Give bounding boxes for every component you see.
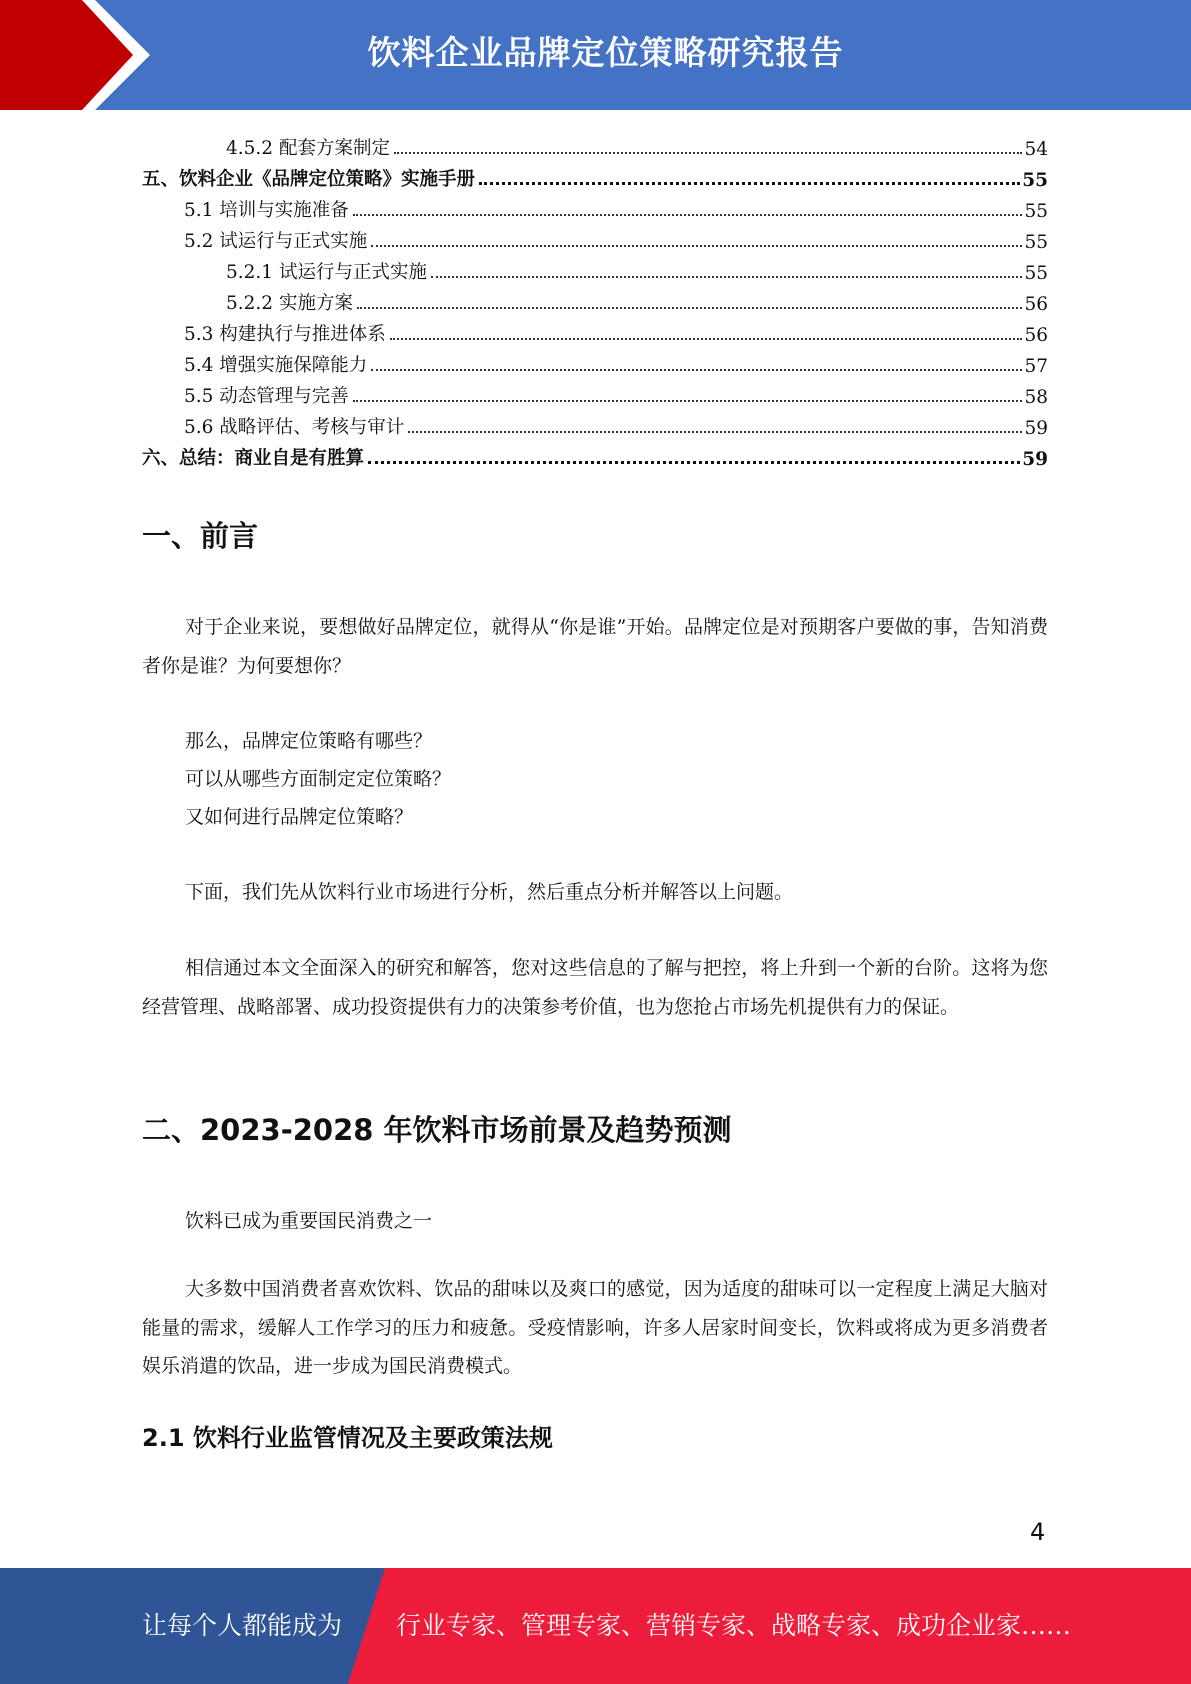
toc-entry-label: 5.2.2 实施方案 [226, 289, 355, 315]
table-of-contents [142, 129, 1048, 470]
toc-entry-page: 55 [1024, 263, 1048, 284]
page-footer [0, 1568, 1191, 1684]
report-title: 饮料企业品牌定位策略研究报告 [367, 33, 844, 72]
preface-question-2: 可以从哪些方面制定定位策略？ [185, 768, 452, 790]
toc-entry-label: 5.5 动态管理与完善 [184, 382, 351, 408]
toc-leader-dots [368, 461, 1020, 464]
toc-entry[interactable] [142, 408, 1048, 439]
toc-entry-label: 五、饮料企业《品牌定位策略》实施手册 [142, 165, 477, 191]
toc-entry-label: 5.3 构建执行与推进体系 [184, 320, 388, 346]
page-header [0, 0, 1191, 110]
toc-entry[interactable] [142, 129, 1048, 160]
toc-leader-dots [371, 369, 1022, 371]
preface-question-3: 又如何进行品牌定位策略？ [185, 806, 414, 828]
toc-entry-page: 58 [1024, 387, 1048, 408]
toc-entry[interactable] [142, 191, 1048, 222]
toc-entry-page: 55 [1024, 201, 1048, 222]
toc-leader-dots [371, 245, 1022, 247]
footer-slogan-left: 让每个人都能成为 [142, 1611, 343, 1640]
section-heading-preface: 一、前言 [142, 519, 259, 553]
toc-entry-label: 5.4 增强实施保障能力 [184, 351, 369, 377]
toc-entry-page: 57 [1024, 356, 1048, 377]
subsection-heading-regulation: 2.1 饮料行业监管情况及主要政策法规 [142, 1424, 553, 1452]
toc-entry[interactable] [142, 253, 1048, 284]
preface-paragraph-1: 对于企业来说，要想做好品牌定位，就得从“你是谁”开始。品牌定位是对预期客户要做的事，告知消费者你是谁？为何要想你？ [142, 616, 1048, 677]
toc-entry-label: 4.5.2 配套方案制定 [226, 134, 392, 160]
toc-entry-label: 5.2.1 试运行与正式实施 [226, 258, 429, 284]
toc-entry-label: 5.6 战略评估、考核与审计 [184, 413, 406, 439]
toc-entry-label: 5.2 试运行与正式实施 [184, 227, 369, 253]
toc-entry-page: 59 [1024, 418, 1048, 439]
toc-entry[interactable] [142, 222, 1048, 253]
toc-leader-dots [357, 307, 1023, 309]
market-paragraph-2: 大多数中国消费者喜欢饮料、饮品的甜味以及爽口的感觉，因为适度的甜味可以一定程度上满足大脑对能量的需求，缓解人工作学习的压力和疲惫。受疫情影响，许多人居家时间变长，饮料或将成为更多消费者娱乐消遣的饮品，进一步成为国民消费模式。 [142, 1278, 1048, 1377]
toc-entry[interactable] [142, 315, 1048, 346]
toc-entry[interactable] [142, 377, 1048, 408]
page-number: 4 [1030, 1518, 1046, 1546]
preface-paragraph-3: 相信通过本文全面深入的研究和解答，您对这些信息的了解与把控，将上升到一个新的台阶。这将为您经营管理、战略部署、成功投资提供有力的决策参考价值，也为您抢占市场先机提供有力的保证。 [142, 957, 1048, 1018]
toc-entry-label: 六、总结：商业自是有胜算 [142, 444, 366, 470]
preface-paragraph-2: 下面，我们先从饮料行业市场进行分析，然后重点分析并解答以上问题。 [185, 881, 794, 903]
section-heading-market-forecast: 二、2023-2028 年饮料市场前景及趋势预测 [142, 1113, 732, 1147]
toc-leader-dots [390, 338, 1023, 340]
toc-entry[interactable] [142, 284, 1048, 315]
toc-entry-page: 55 [1024, 232, 1048, 253]
toc-entry-page: 56 [1024, 325, 1048, 346]
toc-leader-dots [353, 400, 1023, 402]
toc-entry[interactable] [142, 160, 1048, 191]
toc-leader-dots [479, 182, 1020, 185]
market-paragraph-1: 饮料已成为重要国民消费之一 [185, 1210, 433, 1232]
toc-entry-page: 56 [1024, 294, 1048, 315]
toc-entry[interactable] [142, 346, 1048, 377]
toc-entry-page: 54 [1024, 139, 1048, 160]
toc-entry[interactable] [142, 439, 1048, 470]
footer-slogan-right: 行业专家、管理专家、营销专家、战略专家、成功企业家…… [396, 1611, 1072, 1640]
toc-leader-dots [394, 152, 1022, 154]
toc-entry-page: 55 [1022, 170, 1048, 191]
toc-entry-page: 59 [1022, 449, 1048, 470]
toc-leader-dots [353, 214, 1023, 216]
toc-leader-dots [408, 431, 1022, 433]
toc-entry-label: 5.1 培训与实施准备 [184, 196, 351, 222]
preface-question-1: 那么，品牌定位策略有哪些？ [185, 730, 433, 752]
toc-leader-dots [431, 276, 1022, 278]
